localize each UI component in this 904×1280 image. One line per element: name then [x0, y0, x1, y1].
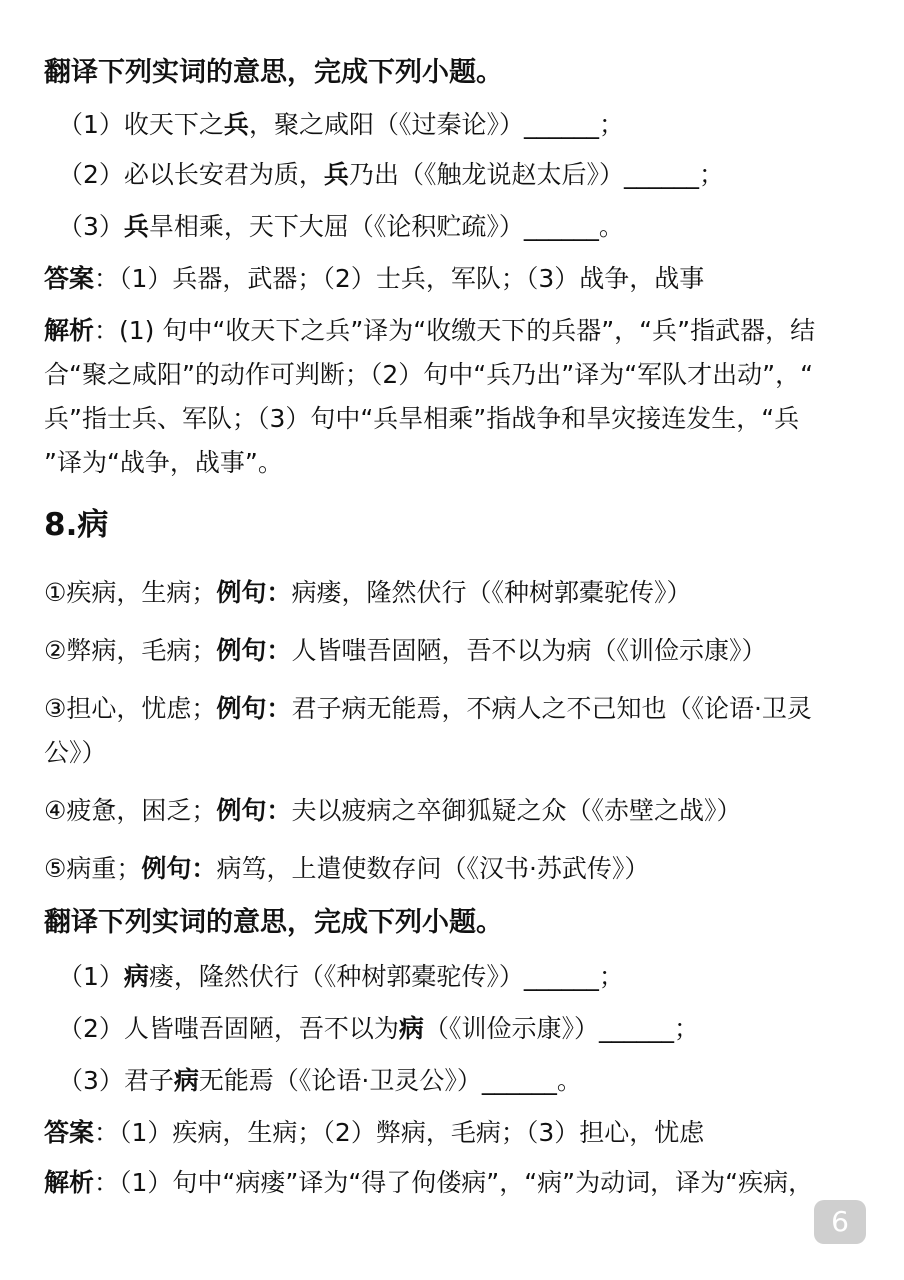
- meaning-3: ③担心，忧虑；例句：君子病无能焉，不病人之不己知也（《论语·卫灵: [44, 694, 812, 723]
- analysis-1-line-2: 合“聚之咸阳”的动作可判断；（2）句中“兵乃出”译为“军队才出动”，“: [44, 360, 814, 389]
- meaning-2: ②弊病，毛病；例句：人皆嗤吾固陋，吾不以为病（《训俭示康》）: [44, 636, 767, 665]
- question-1-2: （2）必以长安君为质，兵乃出（《触龙说赵太后》）______；: [58, 160, 724, 189]
- answer-2: 答案：（1）疾病，生病；（2）弊病，毛病；（3）担心，忧虑: [44, 1118, 705, 1147]
- meaning-5: ⑤病重；例句：病笃，上遣使数存问（《汉书·苏武传》）: [44, 854, 650, 883]
- section-title: 8.病: [44, 507, 109, 543]
- analysis-1-line-4: ”译为“战争，战事”。: [44, 448, 283, 477]
- meaning-3-continued: 公》）: [44, 738, 107, 767]
- analysis-1-line-1: 解析：(1) 句中“收天下之兵”译为“收缴天下的兵器”，“兵”指武器，结: [44, 316, 816, 345]
- question-2-1: （1）病瘘，隆然伏行（《种树郭橐驼传》）______；: [58, 962, 624, 991]
- page-number-badge: 6: [814, 1200, 866, 1244]
- exercise-heading-2: 翻译下列实词的意思，完成下列小题。: [44, 907, 503, 938]
- analysis-2-line-1: 解析：（1）句中“病瘘”译为“得了佝偻病”，“病”为动词，译为“疾病，: [44, 1168, 814, 1197]
- analysis-1-line-3: 兵”指士兵、军队；（3）句中“兵旱相乘”指战争和旱灾接连发生，“兵: [44, 404, 800, 433]
- question-2-3: （3）君子病无能焉（《论语·卫灵公》）______。: [58, 1066, 582, 1095]
- exercise-heading-1: 翻译下列实词的意思，完成下列小题。: [44, 57, 503, 88]
- answer-1: 答案：（1）兵器，武器；（2）士兵，军队；（3）战争，战事: [44, 264, 705, 293]
- question-1-1: （1）收天下之兵，聚之咸阳（《过秦论》）______；: [58, 110, 624, 139]
- question-2-2: （2）人皆嗤吾固陋，吾不以为病（《训俭示康》）______；: [58, 1014, 699, 1043]
- question-1-3: （3）兵旱相乘，天下大屈（《论积贮疏》）______。: [58, 212, 624, 241]
- meaning-4: ④疲惫，困乏；例句：夫以疲病之卒御狐疑之众（《赤壁之战》）: [44, 796, 742, 825]
- meaning-1: ①疾病，生病；例句：病瘘，隆然伏行（《种树郭橐驼传》）: [44, 578, 692, 607]
